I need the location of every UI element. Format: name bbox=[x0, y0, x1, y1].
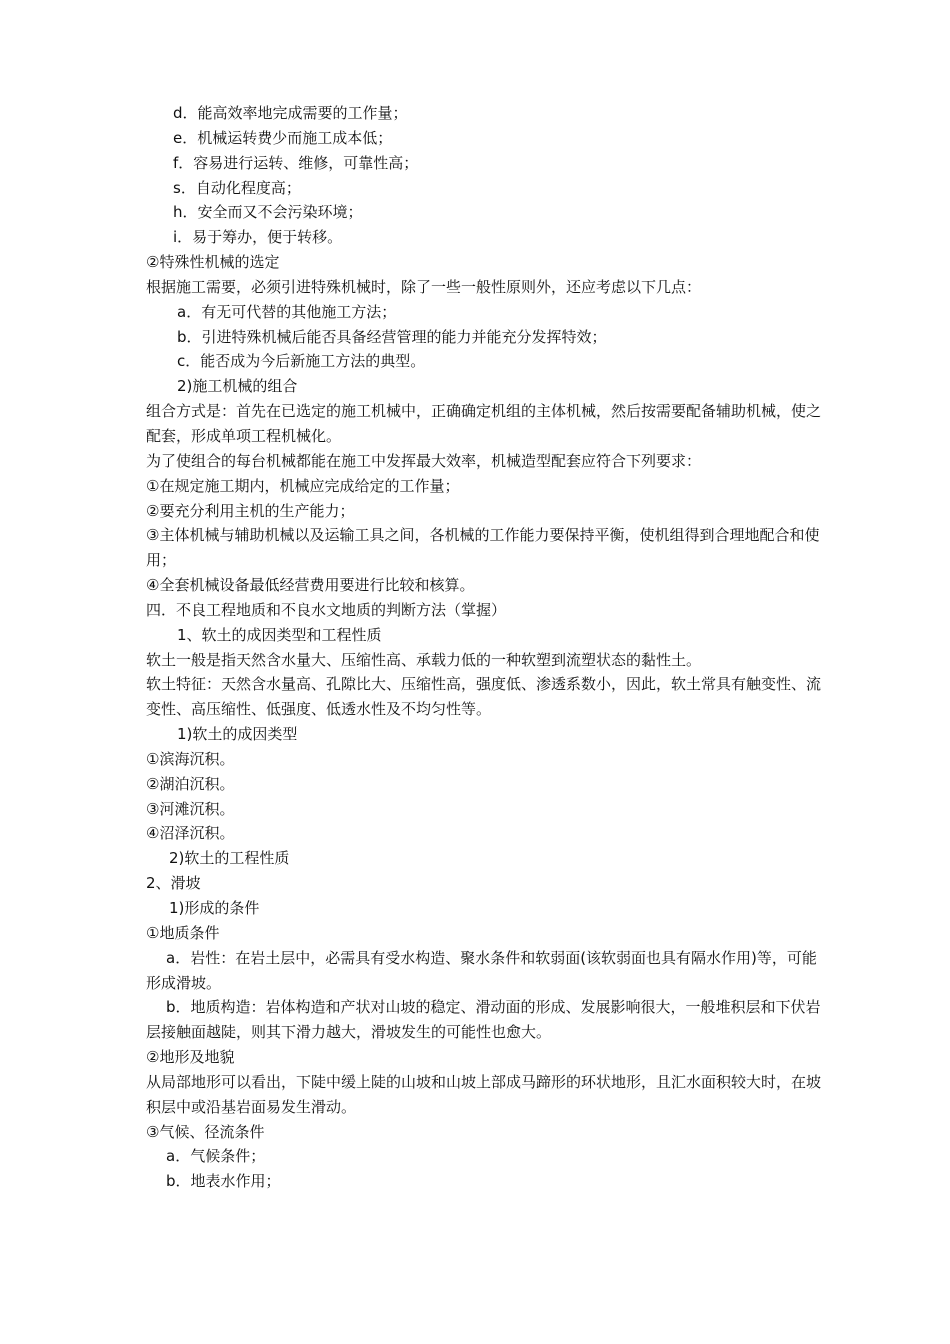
section-heading: ③气候、径流条件 bbox=[146, 1122, 265, 1141]
list-item: b．引进特殊机械后能否具备经营管理的能力并能充分发挥特效； bbox=[177, 327, 607, 346]
list-item: ④沼泽沉积。 bbox=[146, 824, 235, 843]
list-item: a．有无可代替的其他施工方法； bbox=[177, 302, 397, 321]
section-heading: ②特殊性机械的选定 bbox=[146, 253, 280, 272]
list-item: h．安全而又不会污染环境； bbox=[173, 203, 363, 222]
list-item: ④全套机械设备最低经营费用要进行比较和核算。 bbox=[146, 576, 475, 595]
section-heading: 2)软土的工程性质 bbox=[169, 849, 290, 868]
paragraph: 为了使组合的每台机械都能在施工中发挥最大效率，机械造型配套应符合下列要求： bbox=[146, 451, 702, 470]
list-item: e．机械运转费少而施工成本低； bbox=[173, 128, 393, 147]
paragraph: 根据施工需要，必须引进特殊机械时，除了一些一般性原则外，还应考虑以下几点： bbox=[146, 277, 702, 296]
document-body bbox=[146, 101, 826, 1194]
list-item: ③主体机械与辅助机械以及运输工具之间，各机械的工作能力要保持平衡，使机组得到合理地配合和使用； bbox=[146, 526, 820, 570]
paragraph: 软土一般是指天然含水量大、压缩性高、承载力低的一种软塑到流塑状态的黏性土。 bbox=[146, 650, 702, 669]
list-item: ①滨海沉积。 bbox=[146, 749, 235, 768]
section-heading: 2、滑坡 bbox=[146, 874, 201, 893]
list-item: a．气候条件； bbox=[166, 1147, 266, 1166]
paragraph: 软土特征：天然含水量高、孔隙比大、压缩性高，强度低、渗透系数小，因此，软土常具有触变性、流变性、高压缩性、低强度、低透水性及不均匀性等。 bbox=[146, 675, 822, 719]
section-heading: 四．不良工程地质和不良水文地质的判断方法（掌握） bbox=[146, 600, 507, 619]
list-item: ②湖泊沉积。 bbox=[146, 774, 235, 793]
section-heading: 1)形成的条件 bbox=[169, 899, 260, 917]
section-heading: 1)软土的成因类型 bbox=[177, 725, 298, 744]
list-item: d．能高效率地完成需要的工作量； bbox=[173, 104, 408, 122]
section-heading: 2)施工机械的组合 bbox=[177, 377, 298, 396]
list-item: f．容易进行运转、维修，可靠性高； bbox=[173, 153, 419, 172]
list-item: ②要充分利用主机的生产能力； bbox=[146, 501, 355, 520]
section-heading: 1、软土的成因类型和工程性质 bbox=[177, 625, 382, 644]
list-item: b．地表水作用； bbox=[166, 1172, 281, 1191]
list-item: b．地质构造：岩体构造和产状对山坡的稳定、滑动面的形成、发展影响很大，一般堆积层和下伏岩层接触面越陡，则其下滑力越大，滑坡发生的可能性也愈大。 bbox=[146, 998, 821, 1042]
list-item: s．自动化程度高； bbox=[173, 178, 301, 197]
section-heading: ②地形及地貌 bbox=[146, 1048, 235, 1067]
list-item: c．能否成为今后新施工方法的典型。 bbox=[177, 352, 426, 371]
paragraph: 从局部地形可以看出，下陡中缓上陡的山坡和山坡上部成马蹄形的环状地形，且汇水面积较大时，在坡积层中或沿基岩面易发生滑动。 bbox=[146, 1072, 822, 1116]
list-item: ③河滩沉积。 bbox=[146, 799, 235, 818]
list-item: i．易于筹办，便于转移。 bbox=[173, 228, 343, 247]
paragraph: 组合方式是：首先在已选定的施工机械中，正确确定机组的主体机械，然后按需要配备辅助机械，使之配套，形成单项工程机械化。 bbox=[146, 402, 822, 445]
section-heading: ①地质条件 bbox=[146, 923, 220, 942]
list-item: a．岩性：在岩土层中，必需具有受水构造、聚水条件和软弱面(该软弱面也具有隔水作用)等，可能形成滑坡。 bbox=[146, 948, 817, 992]
list-item: ①在规定施工期内，机械应完成给定的工作量； bbox=[146, 476, 460, 495]
